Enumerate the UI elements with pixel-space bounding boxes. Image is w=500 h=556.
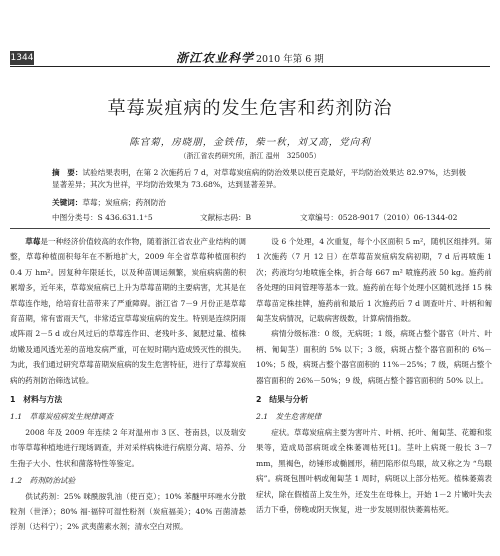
intro-lead: 草莓 [25, 237, 41, 246]
abstract-rule [10, 228, 490, 229]
document-code: 文献标志码：B [200, 213, 252, 222]
article-id: 文章编号：0528-9017（2010）06-1344-02 [300, 213, 458, 222]
intro-paragraph [10, 234, 246, 388]
paragraph-design: 设 6 个处理，4 次重复，每个小区面积 5 m²，随机区组排列。第 1 次施药（7 月 12 日）在草莓苗炭疽病发病初期，7 d 后再喷施 1 次；药液均匀地喷施全株，折合每 667 m² 喷施药液 50 kg。施药前各处理的田间管理等基本一致。施药前在每个处理小区随机选择 15 株草莓苗定株挂牌，施药前和最后 1 次施药后 7 d 调查叶片、叶柄和匍匐茎发病情况，记载病害级数，计算病情指数。 [256, 237, 492, 324]
paragraph-2-1: 症状。草莓炭疽病主要为害叶片、叶柄、托叶、匍匐茎、花瓣和浆果等，造成局部病斑或全株萎凋枯死[1]。茎叶上病斑一般长 3－7 mm，黑褐色，纺锤形或椭圆形，稍凹陷形似鸟眼，故又称之为 “鸟眼病”。病斑包围叶柄或匍匐茎 1 周时，病斑以上部分枯死。植株萎蔫表症状，除在假植苗上发生外，还发生在母株上，开始 1－2 片嫩叶失去活力下垂，傍晚或阴天恢复，进一步发展则很快萎蔫枯死。 [256, 427, 492, 514]
paper-affiliation: （浙江省农药研究所，浙江 温州 325005） [179, 152, 321, 160]
journal-name: 浙江农业科学 [176, 51, 255, 65]
keywords-label: 关键词： [52, 198, 83, 207]
paragraph-1-1: 2008 年及 2009 年连续 2 年对温州市 3 区、苍南县，以及瑞安市等草莓种植地进行现场调查，并对采样病株进行病原分离、培养、分生孢子大小、性状和菌落特性等鉴定。 [10, 427, 246, 468]
section-heading-2: 2 结果与分析 [256, 395, 309, 405]
abstract-label: 摘 要： [52, 168, 83, 177]
right-column [256, 234, 492, 517]
paragraph-grading: 病情分级标准：0 级，无病斑；1 级，病斑占整个器官（叶片、叶柄、匍匐茎）面积的 5% 以下；3 级，病斑占整个器官面积的 6%－10%；5 级，病斑占整个器官面积的 11%－25%；7 级，病斑占整个器官面积的 26%－50%；9 级，病斑占整个器官面积的 50% 以上。 [256, 329, 492, 385]
paper-authors: 陈官菊，房晓朋，金铁伟，柴一秋，刘又高，党向利 [129, 137, 371, 148]
page-number: 1344 [10, 53, 34, 63]
abstract-text: 试验结果表明，在第 2 次施药后 7 d，对草莓炭疽病的防治效果以使百克最好，平均防治效果达 82.97%，达到极显著差异；其次为世祥，平均防治效果为 73.68%，达到显著差异。 [52, 168, 467, 189]
subsection-heading-1-1: 1.1 草莓炭疽病发生规律调查 [10, 412, 114, 422]
keywords [52, 197, 166, 208]
header-rule [10, 66, 490, 67]
intro-text: 是一种经济价值较高的农作物，随着浙江省农业产业结构的调整，草莓种植面积每年在不断地扩大，2009 年全省草莓种植面积约 0.4 万 hm²。因复种年限延长，以及种苗调运频繁，炭疽病病菌的积累增多，近年来，草莓炭疽病已上升为草莓苗期的主要病害，尤其是在草莓连作地，给培育壮苗带来了严重障碍。浙江省 7－9 月份正是草莓育苗期，常有雷雨天气，非常适宜草莓炭疽病的发生。特别是连续阴雨或阵雨 2－5 d 或台风过后的草莓连作田、老残叶多、氮肥过量、植株幼嫩及通风透光差的苗地发病严重，可在短时期内造成毁灭性的损失。为此，我们通过研究草莓苗期炭疽病的发生危害特征，进行了草莓炭疽病的药剂防治筛选试验。 [10, 237, 247, 385]
section-heading-1: 1 材料与方法 [10, 395, 63, 405]
paper-title: 草莓炭疽病的发生危害和药剂防治 [107, 98, 393, 119]
subsection-heading-2-1: 2.1 发生危害规律 [256, 412, 322, 422]
left-column [10, 234, 246, 535]
paragraph-1-2: 供试药剂：25% 咪酰胺乳油（使百克）；10% 苯醚甲环唑水分散粒剂（世泽）；80% 福·福锌可湿性粉剂（炭疽福美）；40% 百菌清悬浮剂（达科宁）；2% 武夷菌素水剂；清水空白对照。 [10, 491, 246, 532]
journal-issue: 2010 年第 6 期 [256, 54, 324, 65]
abstract [52, 167, 466, 191]
subsection-heading-1-2: 1.2 药剂防治试验 [10, 476, 76, 486]
keywords-text: 草莓；炭疽病；药剂防治 [82, 198, 166, 207]
clc-number: 中图分类号：S 436.631.1⁺5 [52, 213, 153, 222]
classification-row [52, 212, 466, 224]
